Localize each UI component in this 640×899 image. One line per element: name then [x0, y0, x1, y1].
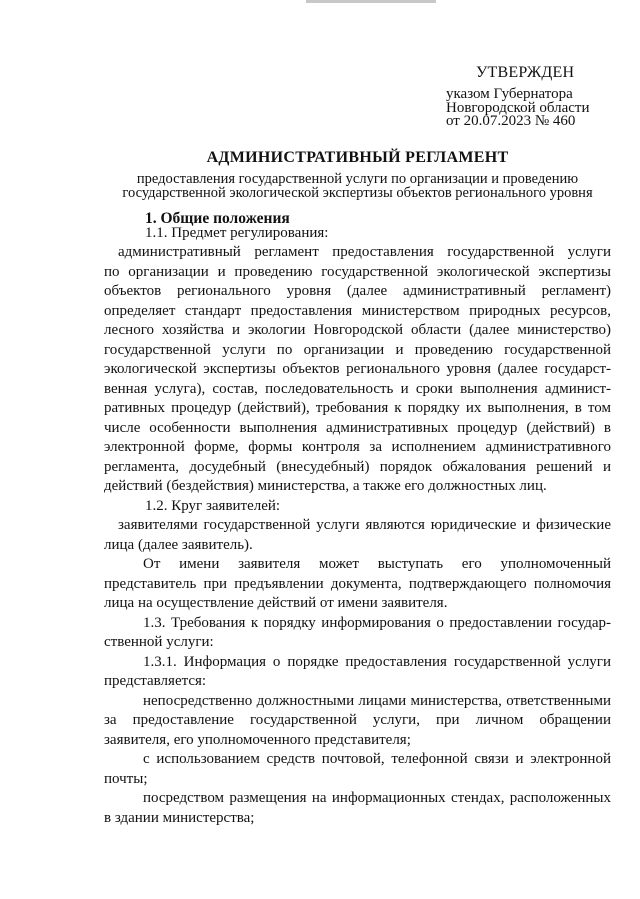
text-line: представитель при предъявлении документа, подтверждающего полномочия — [104, 575, 611, 592]
text-line: ственной услуги: — [104, 634, 214, 650]
text-line: экологической экспертизы объектов регионального уровня (далее государст- — [104, 361, 611, 377]
section-body — [104, 224, 611, 829]
text-line: по организации и проведению государственной экологической экспертизы — [104, 263, 611, 280]
text-line: лица на осуществление действий от имени заявителя. — [104, 595, 448, 611]
text-line: регламента, досудебный (внесудебный) порядок обжалования решений и — [104, 458, 611, 475]
paragraph-subject — [104, 243, 611, 497]
text-line: ративных процедур (действий), требования к порядку их выполнения, в том — [104, 400, 611, 416]
document-subtitle-line: государственной экологической экспертизы объектов регионального уровня — [122, 185, 593, 201]
approval-title: УТВЕРЖДЕН — [476, 64, 575, 81]
text-line: От имени заявителя может выступать его уполномоченный — [143, 556, 611, 572]
text-line: 1.2. Круг заявителей: — [145, 497, 281, 514]
paragraph-info-stands — [104, 789, 611, 828]
text-line: административный регламент предоставления государственной услуги — [118, 244, 611, 260]
approval-line-date-number: от 20.07.2023 № 460 — [446, 113, 576, 129]
text-line: заявителями государственной услуги являются юридические и физические — [118, 517, 611, 533]
paragraph-representative — [104, 555, 611, 614]
document-subtitle-line: предоставления государственной услуги по организации и проведению — [136, 171, 579, 187]
paragraph-subject-heading — [104, 224, 611, 244]
text-line: венная услуга), состав, последовательность и сроки выполнения админист- — [104, 380, 611, 397]
paragraph-in-person — [104, 692, 611, 751]
paragraph-mail-phone-email — [104, 750, 611, 789]
section-heading: 1. Общие положения — [145, 210, 290, 227]
text-line: числе особенности выполнения административных процедур (действий) в — [104, 419, 611, 436]
document-title: АДМИНИСТРАТИВНЫЙ РЕГЛАМЕНТ — [206, 149, 509, 166]
text-line: 1.3. Требования к порядку информирования о предоставлении государ- — [143, 614, 611, 631]
paragraph-informing-requirements — [104, 614, 611, 653]
text-line: представляется: — [104, 673, 207, 689]
scan-artifact — [306, 0, 436, 3]
document-subtitle — [104, 172, 611, 200]
text-line: 1.1. Предмет регулирования: — [145, 224, 329, 241]
approval-line-region: Новгородской области — [446, 100, 590, 116]
text-line: с использованием средств почтовой, телефонной связи и электронной — [143, 751, 611, 767]
text-line: почты; — [104, 770, 148, 787]
text-line: лица (далее заявитель). — [104, 536, 253, 553]
text-line: 1.3.1. Информация о порядке предоставления государственной услуги — [143, 653, 611, 670]
approval-line-decree: указом Губернатора — [446, 86, 573, 102]
text-line: электронной форме, формы контроля за исполнением административного — [104, 439, 611, 455]
text-line: определяет стандарт предоставления министерством природных ресурсов, — [104, 302, 611, 319]
text-line: государственной услуги по организации и проведению государственной — [104, 341, 611, 358]
text-line: заявителя, его уполномоченного представителя; — [104, 731, 411, 748]
paragraph-applicants-heading — [104, 497, 611, 517]
text-line: действий (бездействия) министерства, а также его должностных лиц. — [104, 478, 547, 494]
text-line: в здании министерства; — [104, 809, 255, 826]
text-line: объектов регионального уровня (далее административный регламент) — [104, 283, 611, 299]
text-line: за предоставление государственной услуги, при личном обращении — [104, 712, 611, 728]
paragraph-applicants — [104, 516, 611, 555]
paragraph-information-provided — [104, 653, 611, 692]
text-line: непосредственно должностными лицами министерства, ответственными — [143, 692, 611, 709]
text-line: посредством размещения на информационных стендах, расположенных — [143, 790, 611, 806]
text-line: лесного хозяйства и экологии Новгородской области (далее министерство) — [104, 322, 611, 338]
